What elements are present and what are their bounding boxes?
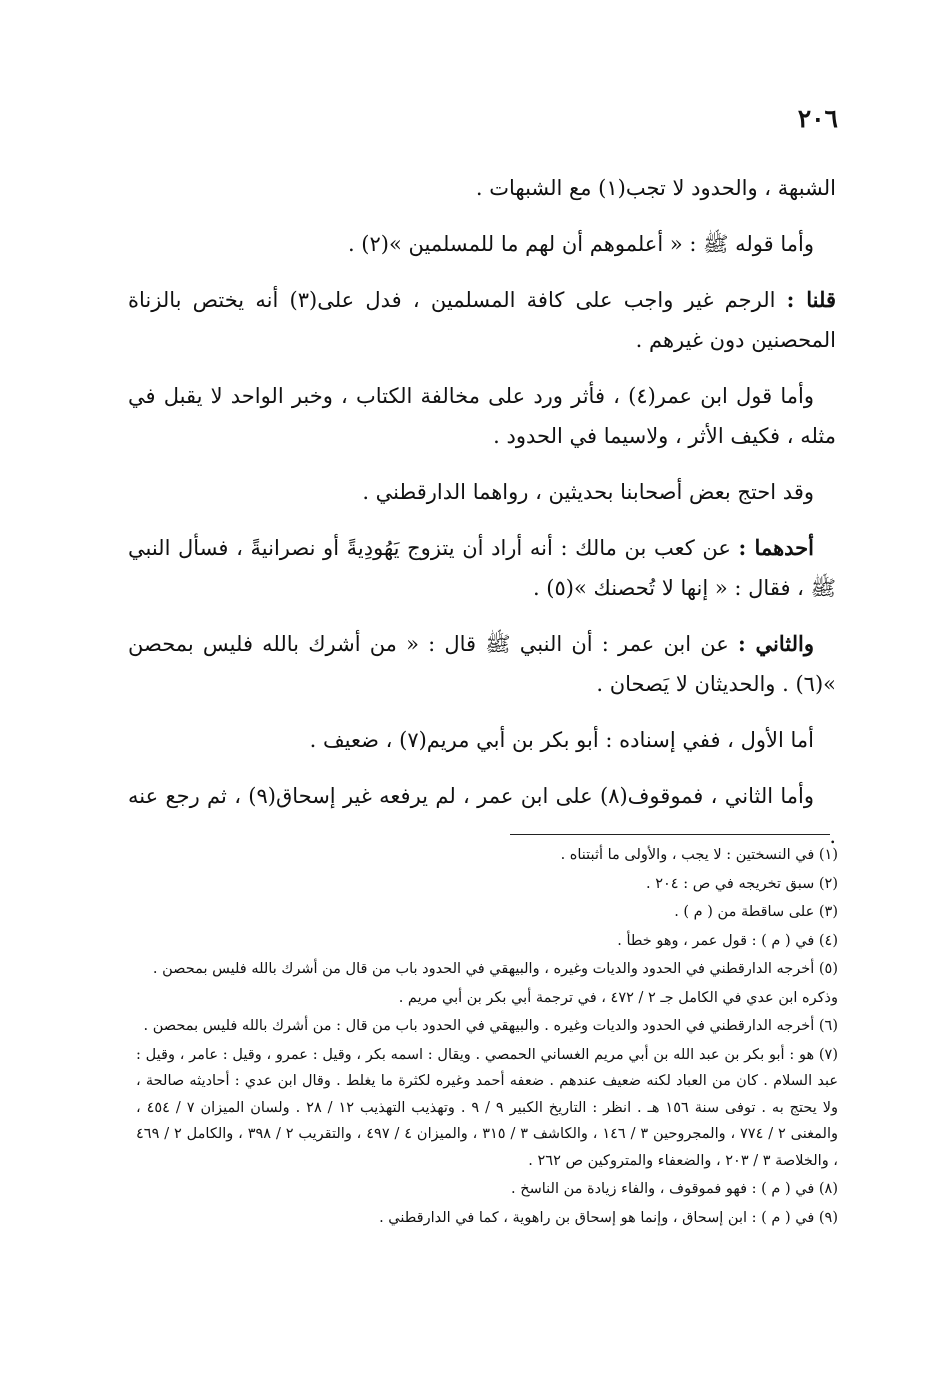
- footnote: (٧) هو : أبو بكر بن عبد الله بن أبي مريم الغساني الحمصي . ويقال : اسمه بكر ، وقيل : عمرو ، وقيل : عامر ، وقيل : عبد السلام . كان من العباد لكنه ضعيف عندهم . ضعفه أحمد وغيره لكثرة ما يغلط . وقال ابن عدي : أحاديثه صالحة ، ولا يحتج به . توفى سنة ١٥٦ هـ . انظر : التاريخ الكبير ٩ / ٩ . وتهذيب التهذيب ١٢ / ٢٨ . ولسان الميزان ٧ / ٤٥٤ ، والمغنى ٢ / ٧٧٤ ، والمجروحين ٣ / ١٤٦ ، والكاشف ٣ / ٣١٥ ، والميزان ٤ / ٤٩٧ ، والتقريب ٢ / ٣٩٨ ، والكامل ٢ / ٤٦٩ ، والخلاصة ٣ / ٢٠٣ ، والضعفاء والمتروكين ص ٢٦٢ .: [136, 1046, 839, 1169]
- footnotes: [136, 842, 838, 1233]
- footnote: (٥) أخرجه الدارقطني في الحدود والديات وغيره ، والبيهقي في الحدود باب من قال من أشرك بالله فليس بمحصن .: [152, 961, 838, 977]
- paragraph: [128, 280, 836, 360]
- paragraph-text: وقد احتج بعض أصحابنا بحديثين ، رواهما الدارقطني .: [362, 480, 814, 504]
- paragraph-lead: والثاني :: [737, 631, 814, 656]
- footnote: (٣) على ساقطة من ( م ) .: [674, 904, 838, 920]
- footnote-continuation: وذكره ابن عدي في الكامل جـ ٢ / ٤٧٢ ، في ترجمة أبي بكر بن أبي مريم .: [398, 989, 838, 1006]
- footnote: (٢) سبق تخريجه في ص : ٢٠٤ .: [646, 875, 838, 892]
- paragraph-text: الرجم غير واجب على كافة المسلمين ، فدل على(٣) أنه يختص بالزناة المحصنين دون غيرهم .: [128, 288, 836, 352]
- paragraph-text: وأما الثاني ، فموقوف(٨) على ابن عمر ، لم يرفعه غير إسحاق(٩) ، ثم رجع عنه .: [128, 784, 836, 848]
- footnote: (٤) في ( م ) : قول عمر ، وهو خطأ .: [617, 932, 838, 949]
- paragraph: [128, 528, 836, 608]
- paragraph-lead: أحدهما :: [738, 535, 815, 560]
- paragraph: [128, 376, 836, 456]
- footnote: (١) في النسختين : لا يجب ، والأولى ما أثبتناه .: [560, 847, 838, 863]
- paragraph: [128, 624, 836, 704]
- paragraph-lead: قلنا :: [786, 287, 836, 312]
- paragraph: [128, 472, 836, 512]
- paragraph-text: وأما قول ابن عمر(٤) ، فأثر ورد على مخالفة الكتاب ، وخبر الواحد لا يقبل في مثله ، فكيف الأثر ، ولاسيما في الحدود .: [128, 384, 836, 448]
- main-text: [128, 168, 836, 872]
- paragraph-text: الشبهة ، والحدود لا تجب(١) مع الشبهات .: [475, 176, 836, 200]
- footnote: (٦) أخرجه الدارقطني في الحدود والديات وغيره . والبيهقي في الحدود باب من قال : من أشرك بالله فليس بمحصن .: [143, 1018, 838, 1034]
- footnote: (٨) في ( م ) : فهو فموقوف ، والفاء زيادة من الناسخ .: [511, 1181, 838, 1197]
- paragraph-text: عن كعب بن مالك : أنه أراد أن يتزوج يَهُودِيةً أو نصرانيةً ، فسأل النبي ﷺ ، فقال : « إنها لا تُحصنك »(٥) .: [128, 536, 836, 600]
- footnote: (٩) في ( م ) : ابن إسحاق ، وإنما هو إسحاق بن راهوية ، كما في الدارقطني .: [379, 1209, 838, 1226]
- paragraph: [128, 168, 836, 208]
- paragraph-text: وأما قوله ﷺ : « أعلموهم أن لهم ما للمسلمين »(٢) .: [347, 232, 814, 256]
- footnote-divider: [510, 834, 830, 835]
- paragraph-text: أما الأول ، ففي إسناده : أبو بكر بن أبي مريم(٧) ، ضعيف .: [309, 728, 814, 752]
- paragraph-text: عن ابن عمر : أن النبي ﷺ قال : « من أشرك بالله فليس بمحصن »(٦) . والحديثان لا يَصحان .: [128, 632, 836, 696]
- page-number: ٢٠٦: [797, 104, 838, 133]
- paragraph: [128, 224, 836, 264]
- paragraph: [128, 720, 836, 760]
